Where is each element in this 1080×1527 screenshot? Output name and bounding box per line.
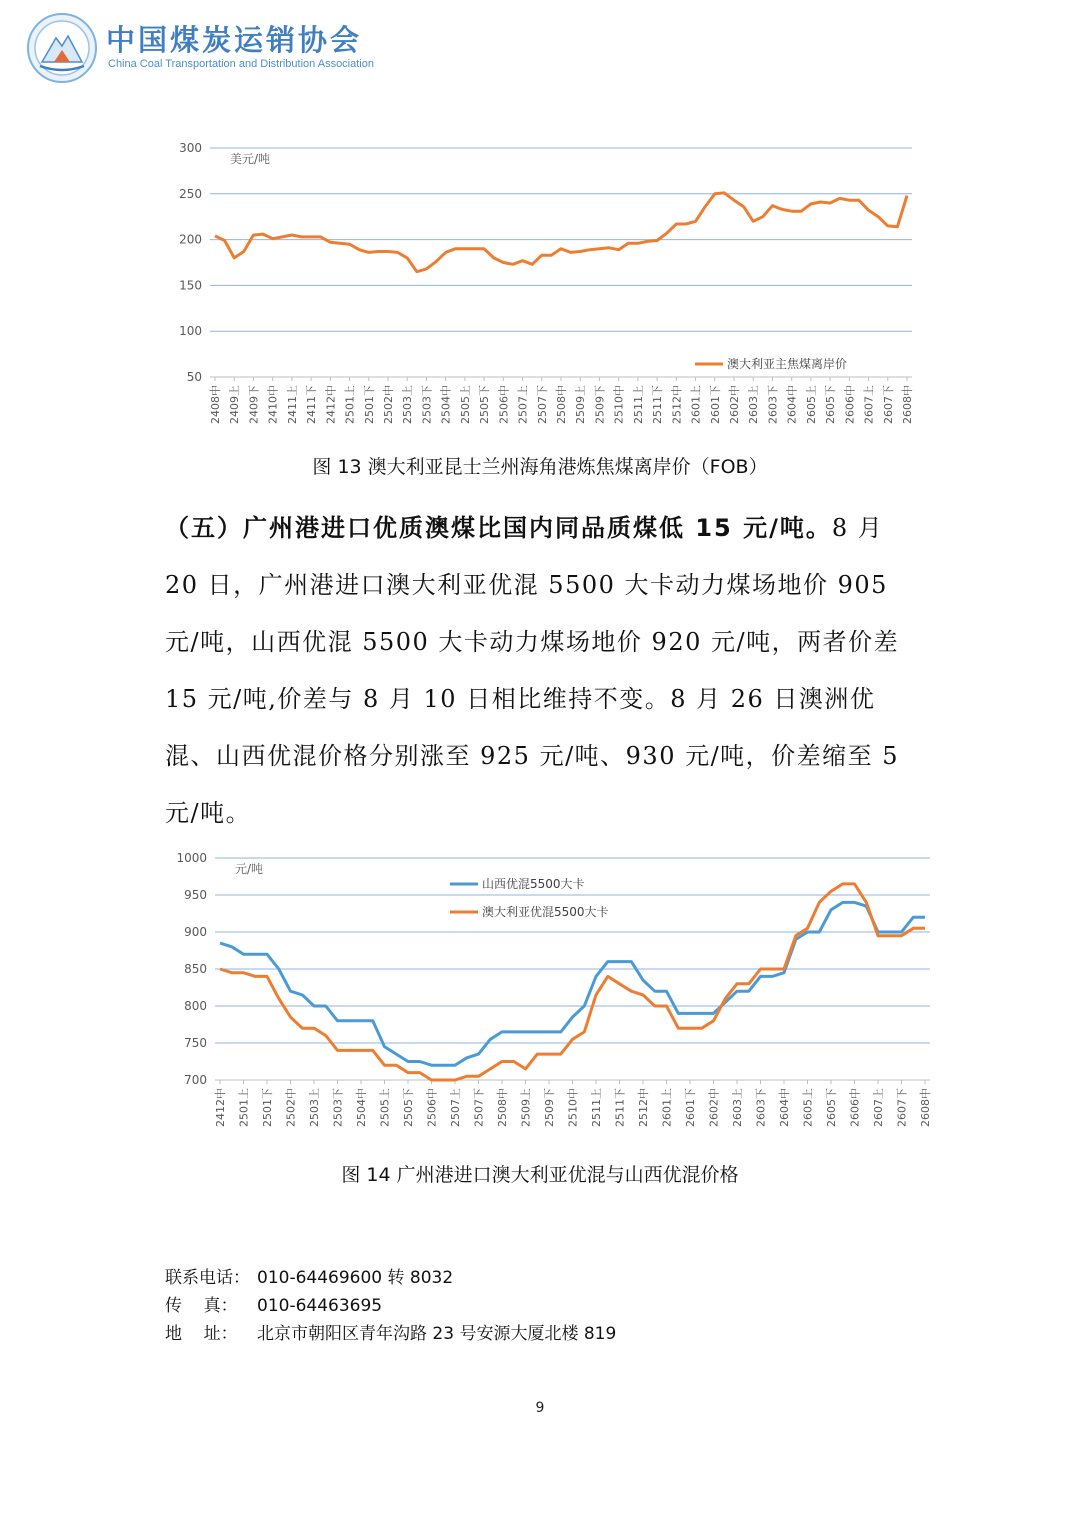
y-tick-label: 750	[184, 1036, 207, 1050]
x-tick-label: 2412中	[214, 1088, 227, 1127]
y-tick-label: 200	[179, 232, 202, 247]
address-label: 地 址：	[165, 1324, 238, 1344]
x-tick-label: 2507上	[449, 1088, 462, 1127]
legend-label: 山西优混5500大卡	[482, 877, 585, 891]
chart-fig13	[160, 138, 920, 438]
x-tick-label: 2409下	[247, 385, 261, 424]
x-tick-label: 2608中	[901, 385, 914, 424]
x-tick-label: 2511下	[651, 385, 665, 424]
x-tick-label: 2602中	[707, 1088, 721, 1127]
x-tick-label: 2505上	[378, 1088, 392, 1127]
x-tick-label: 2507上	[516, 385, 530, 424]
y-tick-label: 900	[184, 925, 207, 939]
x-tick-label: 2603下	[766, 385, 780, 424]
x-tick-label: 2511上	[590, 1088, 603, 1127]
x-tick-label: 2411上	[285, 385, 299, 424]
y-unit-label: 美元/吨	[230, 152, 271, 166]
x-tick-label: 2605下	[825, 1088, 838, 1127]
x-tick-label: 2502中	[284, 1088, 298, 1127]
x-tick-label: 2512中	[637, 1088, 650, 1127]
x-tick-label: 2501上	[237, 1088, 251, 1127]
x-tick-label: 2603上	[747, 385, 761, 424]
x-tick-label: 2608中	[919, 1088, 932, 1127]
x-tick-label: 2501下	[261, 1088, 274, 1127]
x-tick-label: 2409上	[228, 385, 242, 424]
x-tick-label: 2503下	[420, 385, 434, 424]
y-tick-label: 850	[184, 962, 207, 976]
x-tick-label: 2512中	[670, 385, 684, 424]
x-tick-label: 2603上	[731, 1088, 744, 1127]
series-line	[215, 193, 907, 272]
x-tick-label: 2504中	[439, 385, 453, 424]
x-tick-label: 2501上	[343, 385, 357, 424]
organization-name-en: China Coal Transportation and Distribution Association	[108, 58, 374, 70]
x-tick-label: 2509上	[519, 1088, 533, 1127]
paragraph-text: 8 月 20 日，广州港进口澳大利亚优混 5500 大卡动力煤场地价 905 元/吨，山西优混 5500 大卡动力煤场地价 920 元/吨，两者价差 15 元/吨,价差与 8 月 10 日相比维持不变。8 月 26 日澳洲优混、山西优混价格分别涨至 925 元/吨、930 元/吨，价差缩至 5 元/吨。	[165, 514, 900, 827]
contact-info	[165, 1264, 616, 1348]
phone-value: 010-64469600 转 8032	[257, 1268, 454, 1288]
x-tick-label: 2607上	[872, 1088, 885, 1127]
x-tick-label: 2503上	[401, 385, 415, 424]
y-tick-label: 250	[179, 186, 202, 201]
x-tick-label: 2509下	[543, 1088, 556, 1127]
x-tick-label: 2506中	[497, 385, 511, 424]
x-tick-label: 2501下	[362, 385, 376, 424]
x-tick-label: 2604中	[778, 1088, 791, 1127]
x-tick-label: 2605上	[801, 1088, 815, 1127]
x-tick-label: 2503下	[331, 1088, 345, 1127]
x-tick-label: 2509下	[593, 385, 607, 424]
x-tick-label: 2505下	[478, 385, 492, 424]
x-tick-label: 2603下	[754, 1088, 768, 1127]
figure-14-caption: 图 14 广州港进口澳大利亚优混与山西优混价格	[341, 1164, 739, 1186]
x-tick-label: 2411下	[305, 385, 319, 424]
x-tick-label: 2510中	[566, 1088, 580, 1127]
x-tick-label: 2412中	[324, 385, 338, 424]
x-tick-label: 2602中	[728, 385, 741, 424]
x-tick-label: 2510中	[612, 385, 626, 424]
legend-label: 澳大利亚主焦煤离岸价	[727, 357, 848, 371]
fax-label: 传 真：	[165, 1296, 238, 1316]
phone-label: 联系电话：	[165, 1268, 250, 1288]
x-tick-label: 2604中	[785, 385, 799, 424]
y-tick-label: 800	[184, 999, 207, 1013]
x-tick-label: 2607下	[881, 385, 895, 424]
x-tick-label: 2607下	[895, 1088, 909, 1127]
y-unit-label: 元/吨	[235, 862, 264, 876]
figure-13-caption: 图 13 澳大利亚昆士兰州海角港炼焦煤离岸价（FOB）	[312, 456, 768, 478]
x-tick-label: 2606中	[848, 1088, 862, 1127]
y-tick-label: 700	[184, 1073, 207, 1087]
x-tick-label: 2506中	[425, 1088, 439, 1127]
x-tick-label: 2601上	[660, 1088, 674, 1127]
x-tick-label: 2507下	[535, 385, 549, 424]
header	[26, 12, 426, 82]
chart-fig13-svg	[160, 138, 920, 438]
organization-name-cn: 中国煤炭运销协会	[106, 23, 363, 57]
x-tick-label: 2601下	[708, 385, 722, 424]
x-tick-label: 2509上	[574, 385, 588, 424]
fax-value: 010-64463695	[257, 1296, 383, 1316]
x-tick-label: 2508中	[555, 385, 568, 424]
contact-fax	[165, 1292, 616, 1320]
y-tick-label: 1000	[176, 851, 207, 865]
x-tick-label: 2607上	[862, 385, 876, 424]
association-logo-icon	[26, 12, 98, 84]
x-tick-label: 2504中	[355, 1088, 368, 1127]
y-tick-label: 950	[184, 888, 207, 902]
x-tick-label: 2410中	[266, 385, 280, 424]
x-tick-label: 2606中	[843, 385, 857, 424]
y-tick-label: 100	[179, 324, 202, 339]
x-tick-label: 2605下	[824, 385, 838, 424]
address-value: 北京市朝阳区青年沟路 23 号安源大厦北楼 819	[257, 1324, 617, 1344]
chart-fig14	[160, 848, 940, 1138]
x-tick-label: 2508中	[496, 1088, 509, 1127]
x-tick-label: 2503上	[308, 1088, 321, 1127]
x-tick-label: 2511下	[613, 1088, 627, 1127]
contact-phone	[165, 1264, 616, 1292]
x-tick-label: 2507下	[472, 1088, 486, 1127]
page-number: 9	[535, 1400, 545, 1416]
x-tick-label: 2505上	[458, 385, 472, 424]
x-tick-label: 2601上	[689, 385, 703, 424]
x-tick-label: 2408中	[209, 385, 222, 424]
x-tick-label: 2605上	[804, 385, 818, 424]
y-tick-label: 300	[179, 141, 202, 155]
contact-address	[165, 1320, 616, 1348]
x-tick-label: 2505下	[402, 1088, 415, 1127]
x-tick-label: 2601下	[684, 1088, 697, 1127]
x-tick-label: 2511上	[631, 385, 645, 424]
body-paragraph	[165, 500, 917, 842]
paragraph-heading: （五）广州港进口优质澳煤比国内同品质煤低 15 元/吨。	[165, 514, 832, 542]
y-tick-label: 50	[186, 370, 202, 384]
x-tick-label: 2502中	[382, 385, 395, 424]
legend-label: 澳大利亚优混5500大卡	[482, 905, 609, 919]
y-tick-label: 150	[179, 278, 202, 293]
chart-fig14-svg	[160, 848, 940, 1138]
